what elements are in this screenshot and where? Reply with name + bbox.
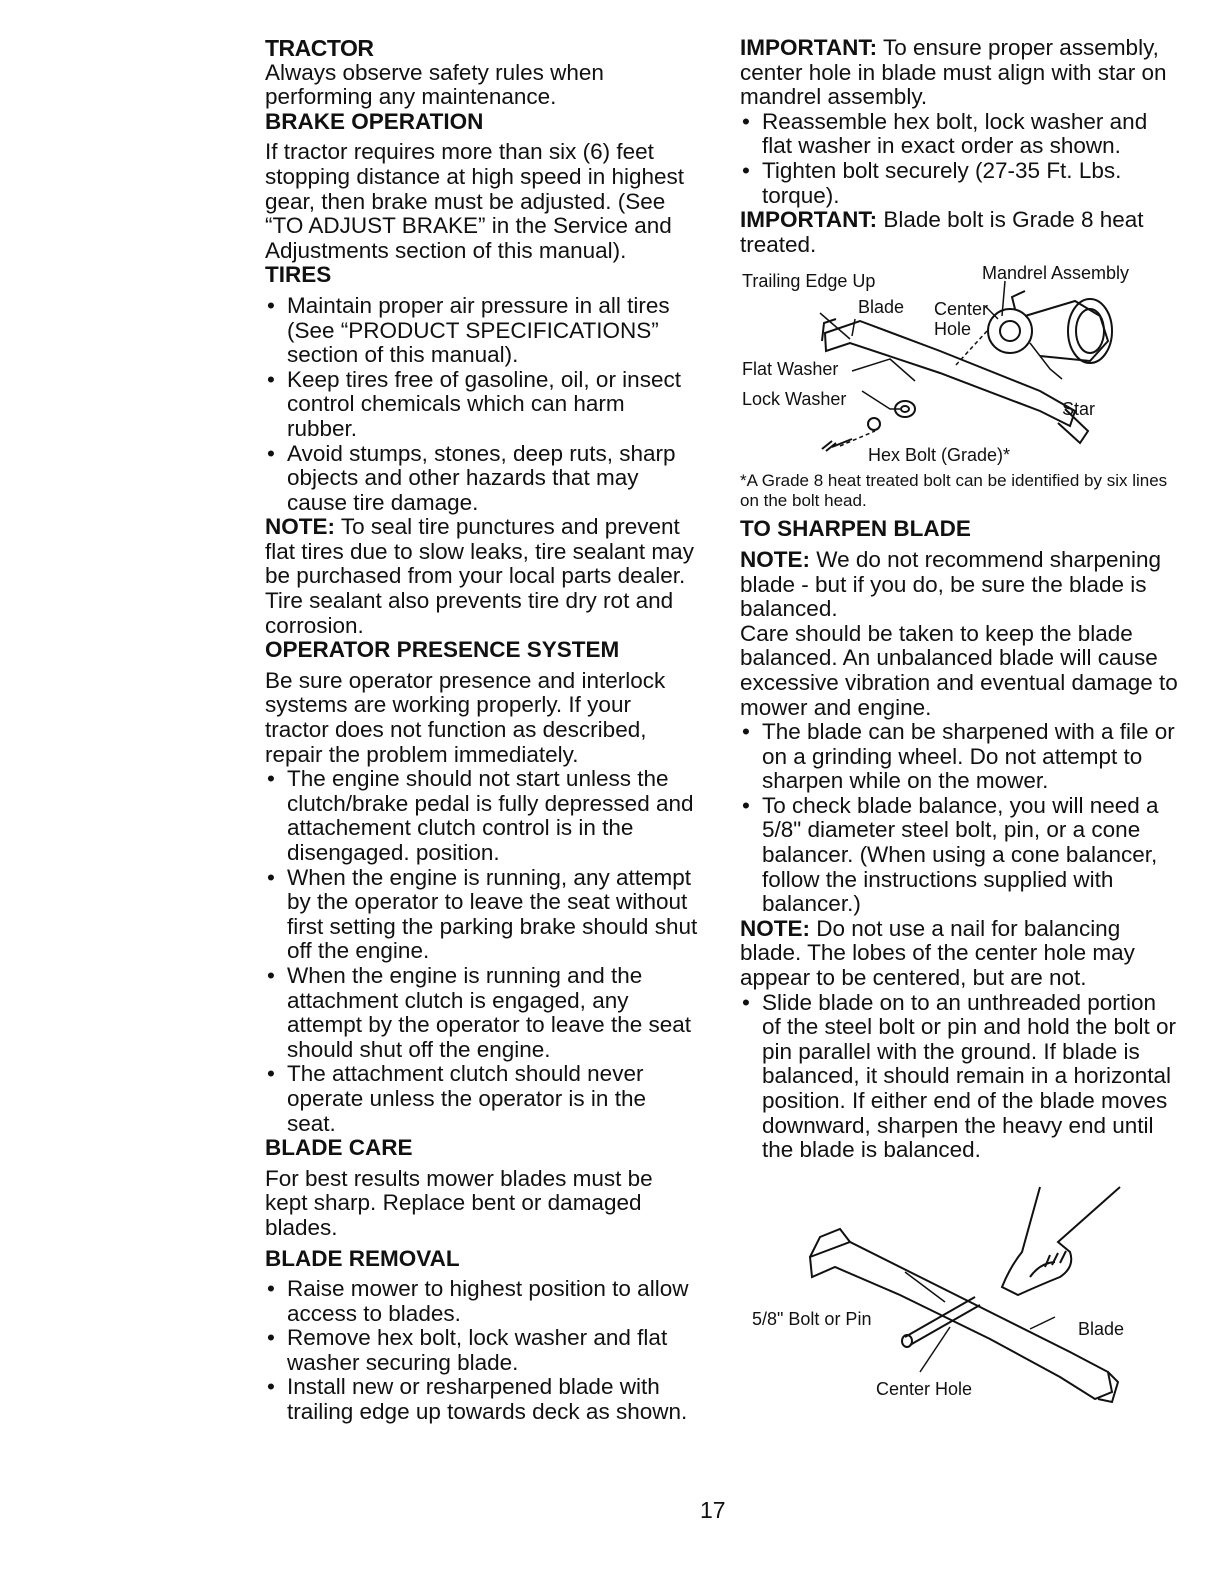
note-label: NOTE: [740,915,810,941]
label-mandrel: Mandrel Assembly [982,263,1130,284]
sharpen-heading: TO SHARPEN BLADE [740,516,971,542]
important-label: IMPORTANT: [740,35,878,60]
page-number: 17 [700,1497,726,1523]
list-item: • The engine should not start unless the clutch/brake pedal is fully depressed and attachement clutch control is in the disengaged. position. [265,767,700,865]
note-label: NOTE: [265,514,335,540]
label-lock-washer: Lock Washer [742,389,847,410]
sharpen-note-1 [740,548,1180,622]
label-center: Center [934,299,989,320]
note-text: To seal tire punctures and prevent flat tires due to slow leaks, tire sealant may be purchased from your local parts dealer. Tire sealant also prevents tire dry rot and corrosion. [265,514,694,638]
label-trailing-edge: Trailing Edge Up [742,271,876,292]
label-hole: Hole [934,319,972,340]
sharpen-list [740,720,1180,917]
label-center-hole: Center Hole [876,1378,973,1399]
important-label: IMPORTANT: [740,207,878,233]
footnote: *A Grade 8 heat treated bolt can be identified by six lines on the bolt head. [740,471,1168,511]
care-heading: BLADE CARE [265,1135,413,1161]
list-item: • Tighten bolt securely (27-35 Ft. Lbs. torque). [740,159,1180,208]
tires-list [265,294,700,515]
ops-text: Be sure operator presence and interlock systems are working properly. If your tractor does not function as described, repair the problem immediately. [265,667,666,767]
label-flat-washer: Flat Washer [742,359,839,380]
list-item: • The blade can be sharpened with a file or on a grinding wheel. Do not attempt to sharpen while on the mower. [740,720,1180,794]
list-item: • The attachment clutch should never operate unless the operator is in the seat. [265,1062,700,1136]
brake-heading: BRAKE OPERATION [265,108,484,134]
label-bolt-or-pin: 5/8" Bolt or Pin [752,1308,872,1329]
tractor-heading: TRACTOR [265,35,374,61]
list-item: • Remove hex bolt, lock washer and flat washer securing blade. [265,1326,700,1375]
list-item: • Slide blade on to an unthreaded portion of the steel bolt or pin and hold the bolt or pin parallel with the ground. If blade is balanced, it should remain in a horizontal position. If either end of the blade moves downward, sharpen the heavy end until the blade is balanced. [740,991,1180,1163]
important-note-2 [740,208,1180,257]
care-text-right: Care should be taken to keep the blade balanced. An unbalanced blade will cause excessive vibration and eventual damage to mower and engine. [740,620,1178,720]
tractor-text: Always observe safety rules when performing any maintenance. [265,59,604,110]
list-item: • Reassemble hex bolt, lock washer and flat washer in exact order as shown. [740,110,1180,159]
list-item: • Raise mower to highest position to allow access to blades. [265,1277,700,1326]
list-item: • Maintain proper air pressure in all tires (See “PRODUCT SPECIFICATIONS” section of this manual). [265,294,700,368]
tires-heading: TIRES [265,262,332,288]
list-item: • Keep tires free of gasoline, oil, or insect control chemicals which can harm rubber. [265,368,700,442]
list-item: • To check blade balance, you will need a 5/8" diameter steel bolt, pin, or a cone balancer. (When using a cone balancer, follow the instructions supplied with balancer.) [740,794,1180,917]
brake-text: If tractor requires more than six (6) feet stopping distance at high speed in highest gear, then brake must be adjusted. (See “TO ADJUST BRAKE” in the Service and Adjustments section of this manual). [265,139,685,263]
ops-list [265,767,700,1136]
list-item: • When the engine is running, any attempt by the operator to leave the seat without first setting the parking brake should shut off the engine. [265,866,700,964]
right-column [740,36,1180,1427]
ops-heading: OPERATOR PRESENCE SYSTEM [265,637,620,663]
blade-assembly-figure [740,261,1170,471]
important-text: Blade bolt is Grade 8 heat treated. [740,207,1144,257]
label-blade: Blade [858,297,905,318]
care-text: For best results mower blades must be kept sharp. Replace bent or damaged blades. [265,1165,653,1240]
list-item: • Avoid stumps, stones, deep ruts, sharp objects and other hazards that may cause tire damage. [265,442,700,516]
list-item: • Install new or resharpened blade with trailing edge up towards deck as shown. [265,1375,700,1424]
important-note-1 [740,36,1180,110]
label-star: Star [1062,399,1096,420]
blade-balance-figure [740,1167,1170,1427]
sharpen-note-2 [740,917,1180,991]
assembly-list [740,110,1180,208]
removal-list [265,1277,700,1425]
note-label: NOTE: [740,546,810,572]
important-text: To ensure proper assembly, center hole in blade must align with star on mandrel assembly. [740,35,1167,110]
label-blade: Blade [1078,1318,1125,1339]
tire-note [265,515,700,638]
note-text: Do not use a nail for balancing blade. The lobes of the center hole may appear to be centered, but are not. [740,915,1135,991]
balance-list [740,991,1180,1163]
label-hex-bolt: Hex Bolt (Grade)* [868,445,1011,466]
left-column [265,36,700,1425]
removal-heading: BLADE REMOVAL [265,1245,460,1271]
list-item: • When the engine is running and the attachment clutch is engaged, any attempt by the operator to leave the seat should shut off the engine. [265,964,700,1062]
note-text: We do not recommend sharpening blade - but if you do, be sure the blade is balanced. [740,546,1162,622]
